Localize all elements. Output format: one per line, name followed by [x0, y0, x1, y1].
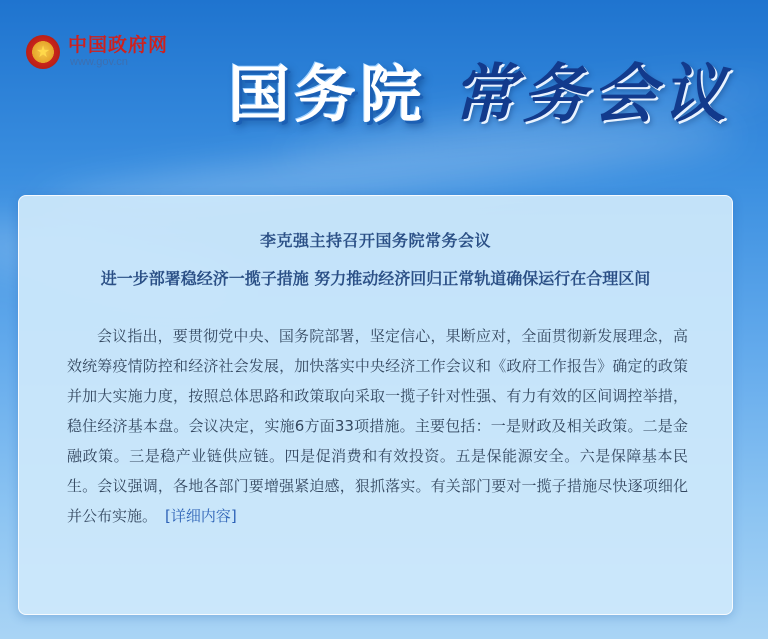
article-body-text: 会议指出，要贯彻党中央、国务院部署，坚定信心，果断应对，全面贯彻新发展理念，高效统筹疫情防控和经济社会发展，加快落实中央经济工作会议和《政府工作报告》确定的政策并加大实施力度，按照总体思路和政策取向采取一揽子针对性强、有力有效的区间调控举措，稳住经济基本盘。会议决定，实施6方面33项措施。主要包括：一是财政及相关政策。二是金融政策。三是稳产业链供应链。四是促消费和有效投资。五是保能源安全。六是保障基本民生。会议强调，各地各部门要增强紧迫感，狠抓落实。有关部门要对一揽子措施尽快逐项细化并公布实施。 — [67, 327, 688, 525]
logo-title: 中国政府网 — [68, 34, 169, 56]
banner-subtitle: 常务会议 — [452, 57, 733, 132]
article-body — [67, 321, 688, 531]
article-card — [18, 195, 733, 615]
banner-title: 国务院 — [228, 57, 427, 131]
logo-url: www.gov.cn — [70, 56, 128, 68]
article-subheadline: 进一步部署稳经济一揽子措施 努力推动经济回归正常轨道确保运行在合理区间 — [100, 269, 651, 288]
page-banner — [228, 44, 732, 134]
article-headline: 李克强主持召开国务院常务会议 — [259, 231, 491, 250]
details-link[interactable]: [详细内容] — [165, 507, 237, 525]
national-emblem-icon: ★ — [26, 35, 60, 69]
site-logo[interactable] — [26, 34, 168, 69]
